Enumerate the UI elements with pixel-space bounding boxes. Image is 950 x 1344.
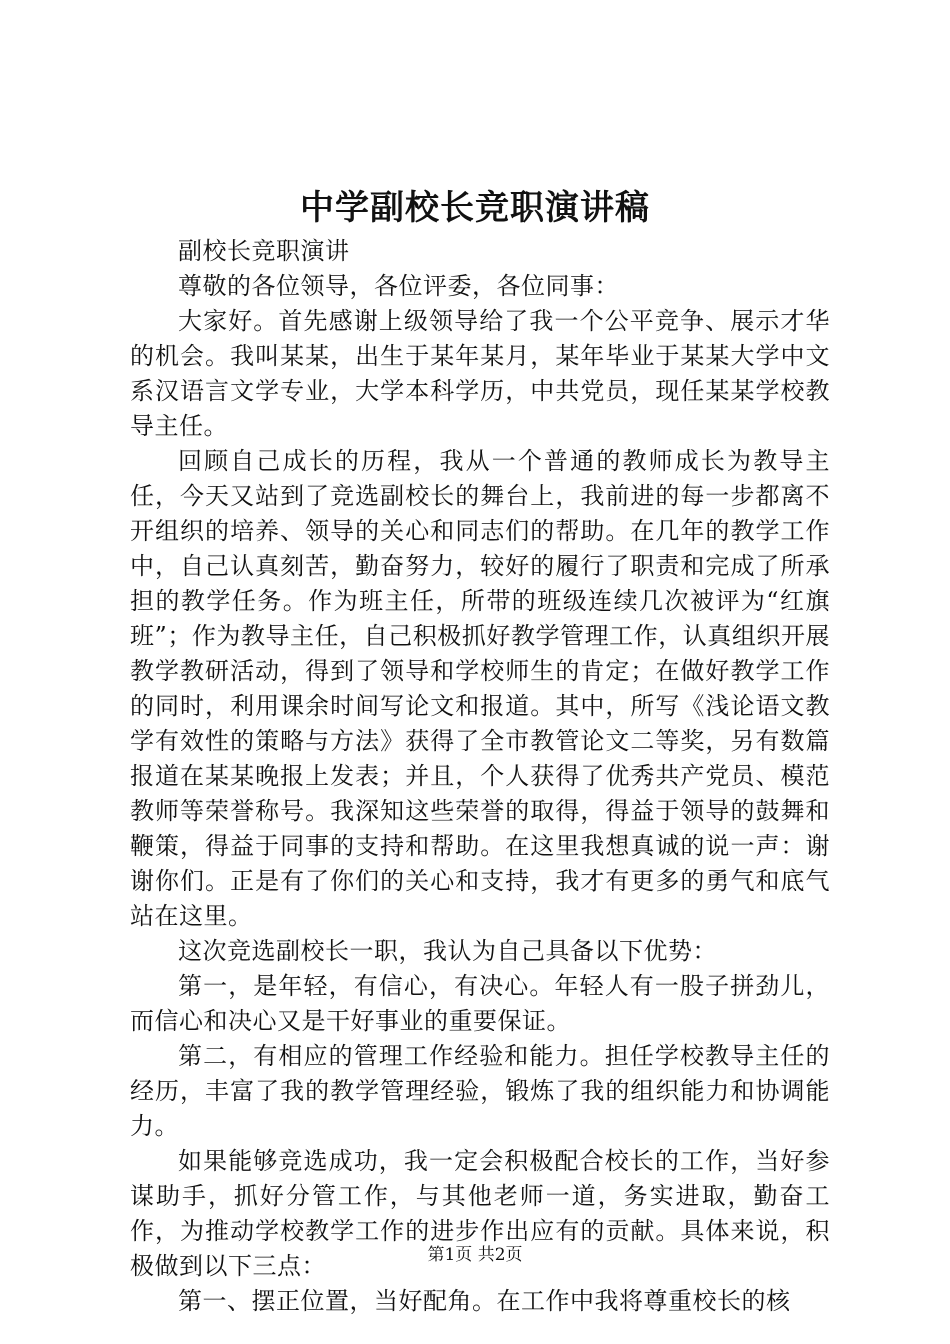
paragraph-subtitle: 副校长竞职演讲: [178, 237, 350, 265]
paragraph-career-review: 回顾自己成长的历程，我从一个普通的教师成长为教导主任，今天又站到了竞选副校长的舞台上，我前进的每一步都离不开组织的培养、领导的关心和同志们的帮助。在几年的教学工作中，自己认真刻苦，勤奋努力，较好的履行了职责和完成了所承担的教学任务。作为班主任，所带的班级连续几次被评为“红旗班”；作为教导主任，自己积极抓好教学管理工作，认真组织开展教学教研活动，得到了领导和学校师生的肯定；在做好教学工作的同时，利用课余时间写论文和报道。其中，所写《浅论语文教学有效性的策略与方法》获得了全市教管论文二等奖，另有数篇报道在某某晚报上发表；并且，个人获得了优秀共产党员、模范教师等荣誉称号。我深知这些荣誉的取得，得益于领导的鼓舞和鞭策，得益于同事的支持和帮助。在这里我想真诚的说一声：谢谢你们。正是有了你们的关心和支持，我才有更多的勇气和底气站在这里。: [130, 447, 830, 930]
paragraph-salutation: 尊敬的各位领导，各位评委，各位同事：: [178, 272, 619, 300]
paragraph-point-one: 第一、摆正位置，当好配角。在工作中我将尊重校长的核: [178, 1287, 791, 1315]
paragraph-advantages-intro: 这次竞选副校长一职，我认为自己具备以下优势：: [178, 937, 717, 965]
document-title: 中学副校长竞职演讲稿: [300, 188, 650, 228]
page-footer: 第1页 共2页: [427, 1245, 523, 1265]
paragraph-introduction: 大家好。首先感谢上级领导给了我一个公平竞争、展示才华的机会。我叫某某，出生于某年某月，某年毕业于某某大学中文系汉语言文学专业，大学本科学历，中共党员，现任某某学校教导主任。: [130, 307, 830, 440]
paragraph-advantage-one: 第一，是年轻，有信心，有决心。年轻人有一股子拼劲儿，而信心和决心又是干好事业的重要保证。: [130, 972, 830, 1035]
document-body: [130, 234, 830, 1319]
paragraph-commitment: 如果能够竞选成功，我一定会积极配合校长的工作，当好参谋助手，抓好分管工作，与其他老师一道，务实进取，勤奋工作，为推动学校教学工作的进步作出应有的贡献。具体来说，积极做到以下三点：: [130, 1147, 830, 1280]
paragraph-advantage-two: 第二，有相应的管理工作经验和能力。担任学校教导主任的经历，丰富了我的教学管理经验，锻炼了我的组织能力和协调能力。: [130, 1042, 830, 1140]
